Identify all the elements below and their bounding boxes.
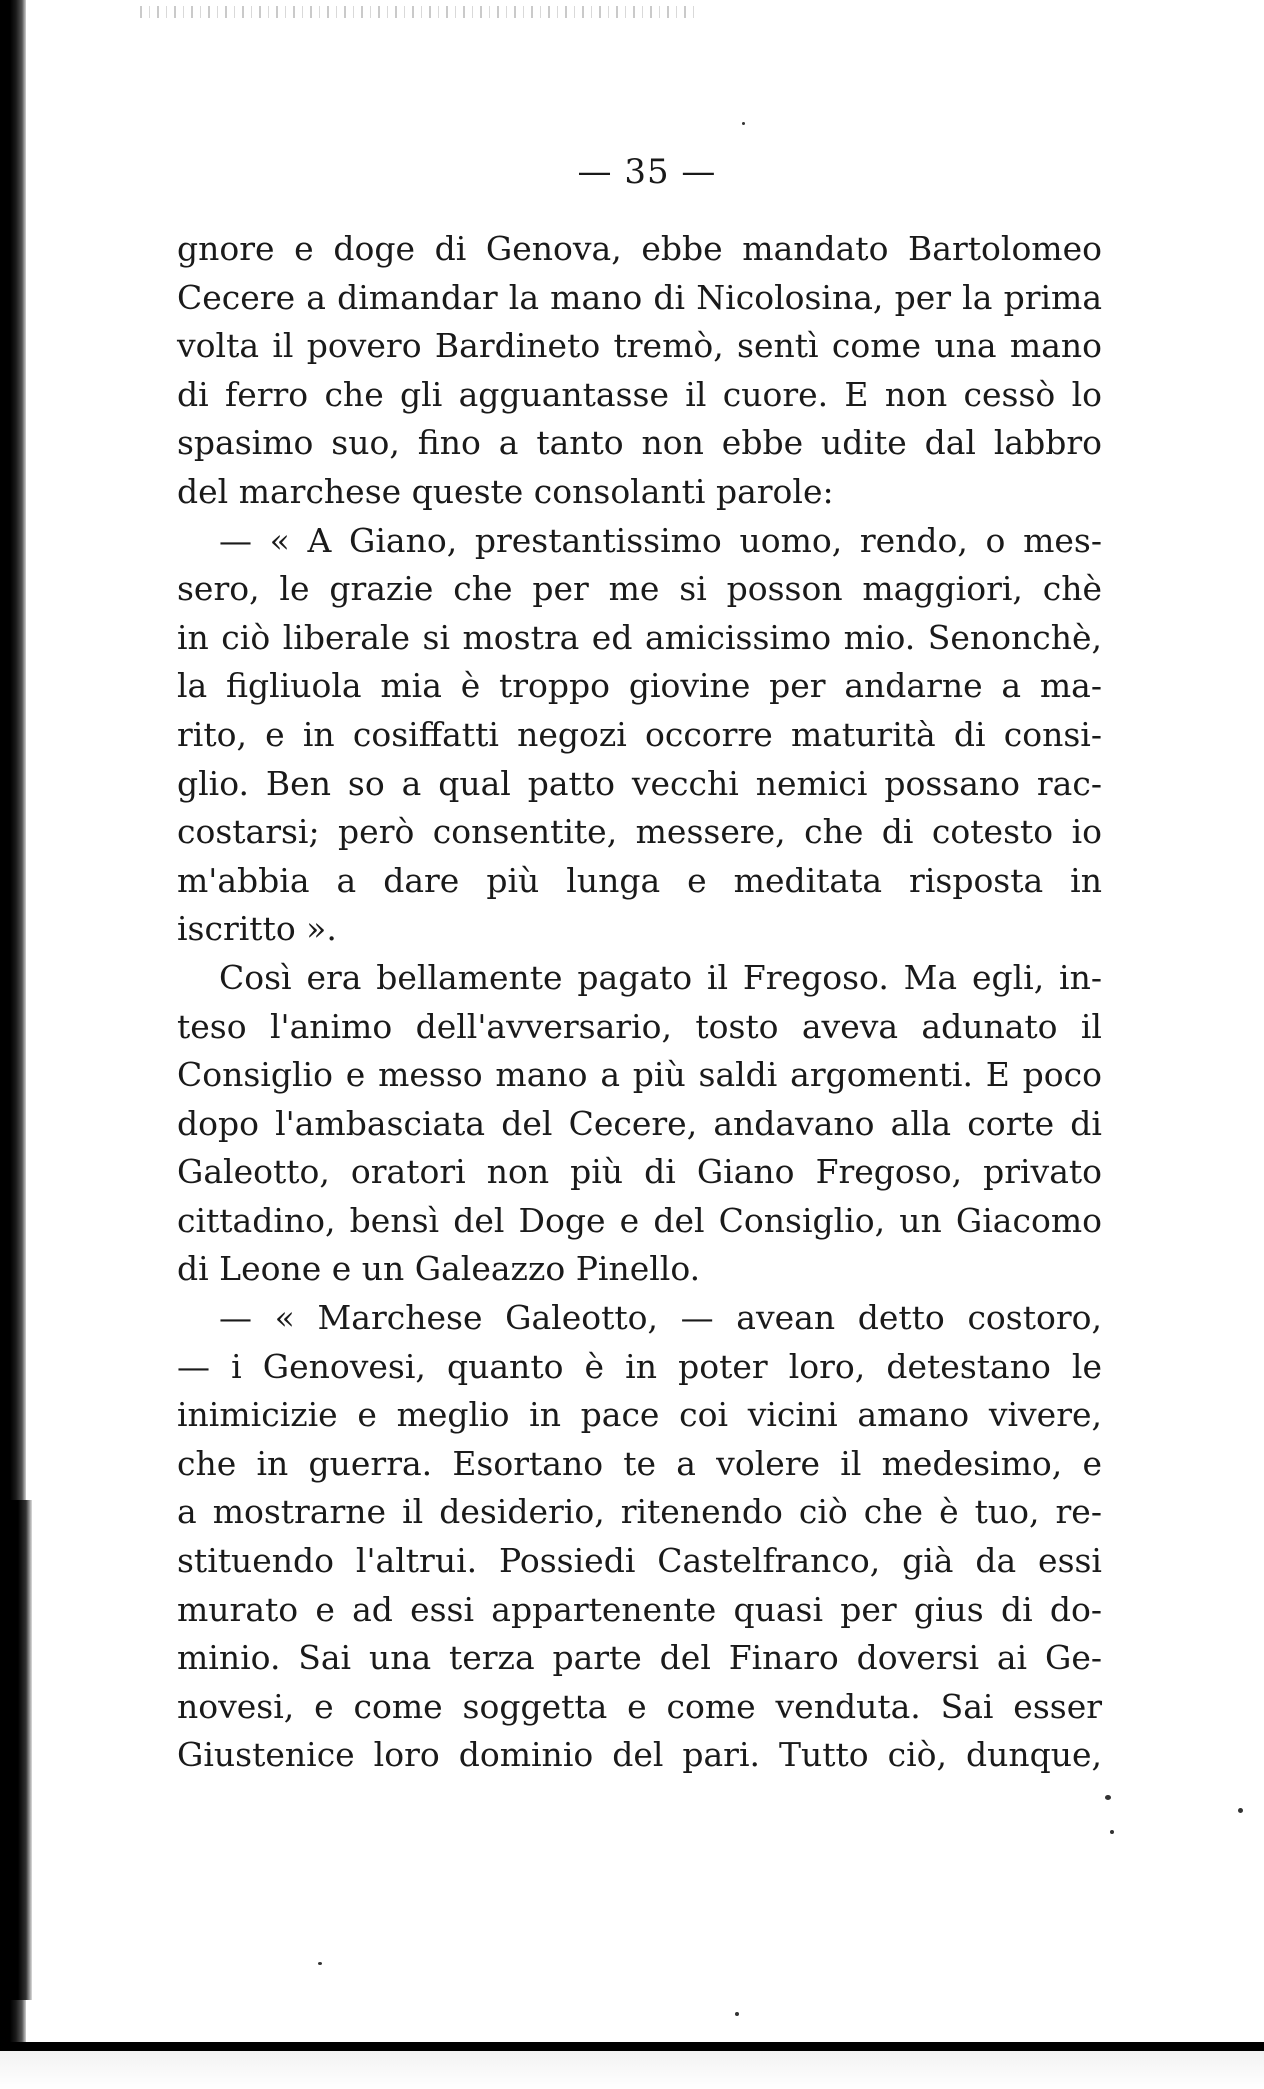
text-line: la figliuola mia è troppo giovine per andarne a ma- — [177, 666, 1102, 706]
text-line: minio. Sai una terza parte del Finaro doversi ai Ge- — [177, 1638, 1102, 1678]
text-line: Galeotto, oratori non più di Giano Fregoso, privato — [177, 1152, 1102, 1192]
body-text — [177, 225, 1102, 1780]
text-line: dopo l'ambasciata del Cecere, andavano alla corte di — [177, 1103, 1102, 1143]
text-line: sero, le grazie che per me si posson maggiori, chè — [177, 569, 1102, 609]
scan-bottom-shadow — [0, 2051, 1264, 2089]
text-line: Cecere a dimandar la mano di Nicolosina, per la prima — [177, 277, 1102, 317]
text-line: rito, e in cosiffatti negozi occorre maturità di consi- — [177, 714, 1102, 754]
text-line: a mostrarne il desiderio, ritenendo ciò che è tuo, re- — [177, 1492, 1102, 1532]
text-line: di ferro che gli agguantasse il cuore. E non cessò lo — [177, 374, 1102, 414]
scan-speck — [1238, 1808, 1243, 1813]
text-line: — « A Giano, prestantissimo uomo, rendo, o mes- — [219, 520, 1102, 560]
text-line: glio. Ben so a qual patto vecchi nemici possano rac- — [177, 763, 1102, 803]
scan-bottom-border — [0, 2042, 1264, 2051]
text-line: Così era bellamente pagato il Fregoso. Ma egli, in- — [219, 957, 1102, 997]
text-line: in ciò liberale si mostra ed amicissimo mio. Senonchè, — [177, 617, 1102, 657]
text-line: costarsi; però consentite, messere, che di cotesto io — [177, 812, 1102, 852]
scan-speck — [318, 1962, 322, 1965]
scan-speck — [735, 2012, 739, 2016]
text-line: stituendo l'altrui. Possiedi Castelfranco, già da essi — [177, 1541, 1102, 1581]
text-line: di Leone e un Galeazzo Pinello. — [177, 1249, 701, 1289]
text-line: — « Marchese Galeotto, — avean detto costoro, — [219, 1298, 1102, 1338]
binding-edge-bulge — [0, 1500, 32, 2000]
text-line: teso l'animo dell'avversario, tosto aveva adunato il — [177, 1006, 1102, 1046]
text-line: Giustenice loro dominio del pari. Tutto ciò, dunque, — [177, 1735, 1102, 1775]
text-line: inimicizie e meglio in pace coi vicini amano vivere, — [177, 1395, 1102, 1435]
text-line: gnore e doge di Genova, ebbe mandato Bartolomeo — [177, 229, 1102, 268]
scan-speck — [1110, 1830, 1114, 1834]
page-number: — 35 — — [577, 152, 717, 192]
text-line: volta il povero Bardineto tremò, sentì come una mano — [177, 326, 1102, 366]
text-line: — i Genovesi, quanto è in poter loro, detestano le — [177, 1346, 1102, 1386]
text-line: che in guerra. Esortano te a volere il medesimo, e — [177, 1443, 1102, 1483]
scan-noise — [140, 6, 700, 18]
text-line: spasimo suo, fino a tanto non ebbe udite dal labbro — [177, 423, 1102, 463]
text-line: del marchese queste consolanti parole: — [177, 471, 834, 511]
text-line: cittadino, bensì del Doge e del Consiglio, un Giacomo — [177, 1200, 1102, 1240]
text-line: iscritto ». — [177, 909, 337, 949]
scan-speck — [1105, 1795, 1111, 1800]
text-line: m'abbia a dare più lunga e meditata risposta in — [177, 860, 1102, 900]
text-line: novesi, e come soggetta e come venduta. Sai esser — [177, 1686, 1102, 1726]
scan-speck — [742, 122, 745, 125]
text-line: Consiglio e messo mano a più saldi argomenti. E poco — [177, 1055, 1102, 1095]
text-line: murato e ad essi appartenente quasi per gius di do- — [177, 1589, 1102, 1629]
